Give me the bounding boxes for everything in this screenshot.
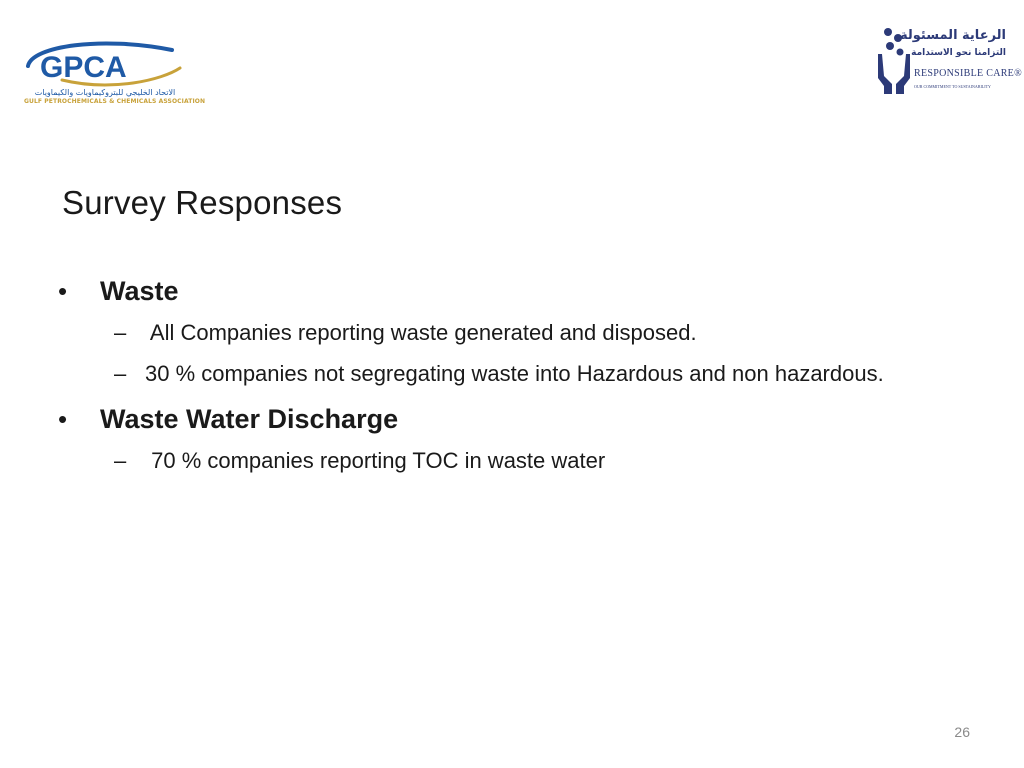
gpca-emblem-icon	[22, 40, 187, 90]
bullet-waste-water	[58, 400, 938, 438]
bullet-marker: •	[58, 404, 68, 434]
rc-english-name: RESPONSIBLE CARE®	[914, 68, 1022, 79]
bullet-marker: •	[58, 276, 68, 306]
rc-tagline: OUR COMMITMENT TO SUSTAINABILITY	[914, 84, 991, 89]
sub-bullet-marker: –	[114, 448, 127, 473]
sub-bullet-marker: –	[114, 320, 127, 345]
slide-title: Survey Responses	[62, 184, 343, 221]
bullet-label: Waste	[100, 276, 179, 306]
responsible-care-logo	[876, 24, 1022, 96]
gpca-wordmark: GPCA	[40, 51, 127, 84]
sub-bullet-text: All Companies reporting waste generated and disposed.	[145, 320, 697, 345]
sub-bullet	[58, 316, 938, 349]
sub-bullet	[58, 444, 938, 477]
sub-bullet-text: 70 % companies reporting TOC in waste water	[145, 448, 606, 473]
gpca-arabic-name: الاتحاد الخليجي للبتروكيماويات والكيماويات	[34, 88, 176, 97]
rc-arabic-title: الرعاية المسئولة	[900, 28, 1006, 43]
gpca-english-name: GULF PETROCHEMICALS & CHEMICALS ASSOCIATION	[24, 98, 206, 105]
slide-content	[58, 272, 938, 477]
page-number: 26	[954, 724, 970, 740]
sub-bullet-marker: –	[114, 361, 127, 386]
rc-arabic-subtitle: التزامنا نحو الاستدامة	[911, 48, 1006, 58]
bullet-waste	[58, 272, 938, 310]
gpca-logo	[22, 40, 206, 110]
sub-bullet	[58, 357, 938, 390]
sub-bullet-text: 30 % companies not segregating waste into Hazardous and non hazardous.	[145, 361, 884, 386]
bullet-label: Waste Water Discharge	[100, 404, 399, 434]
